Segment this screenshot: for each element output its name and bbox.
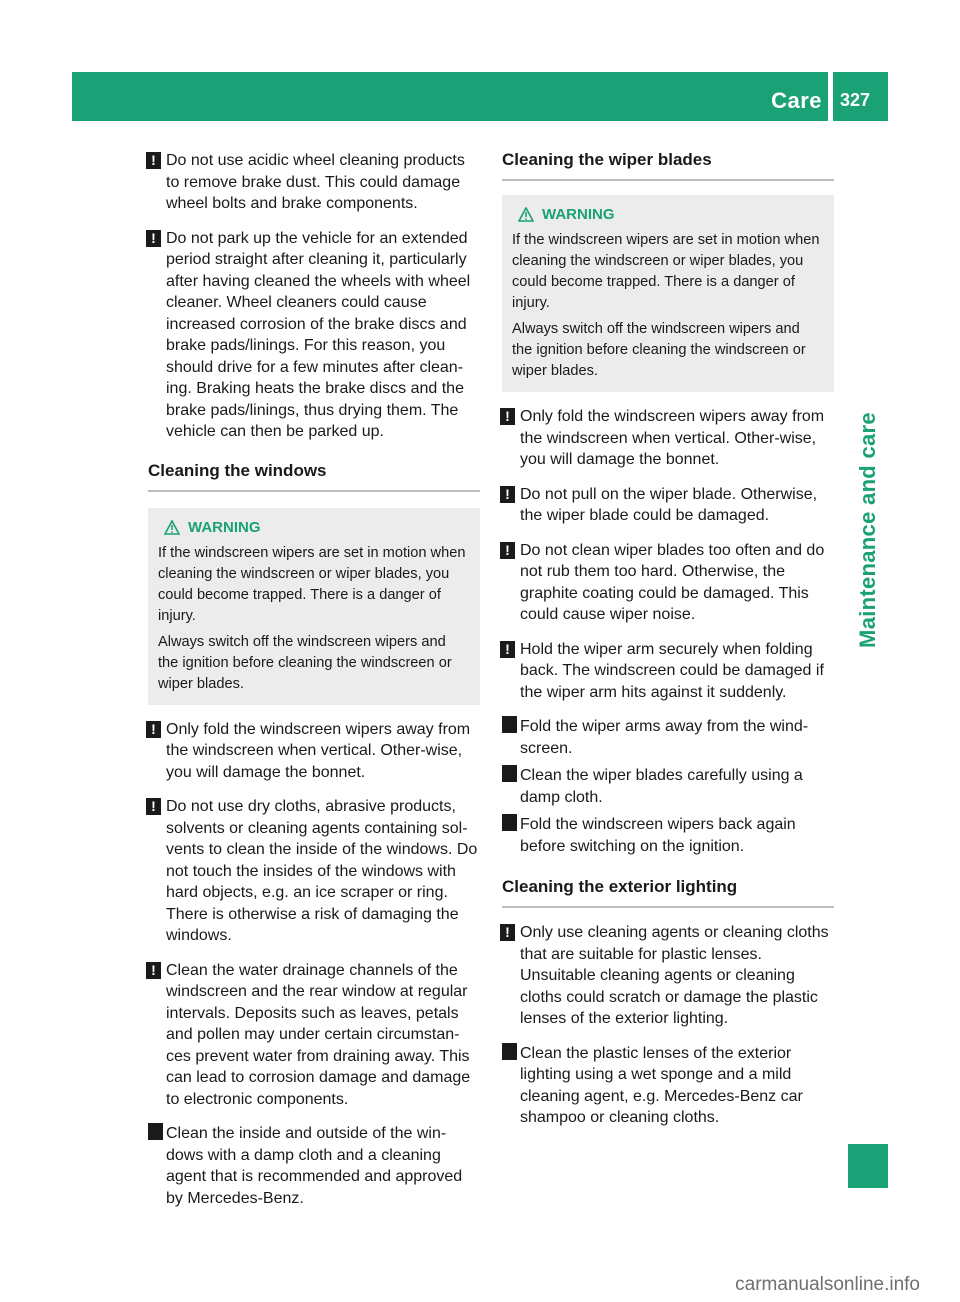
step-text: Clean the plastic lenses of the exterior lighting using a wet sponge and a mild cleaning agent, e.g. Mercedes-Benz car shampoo or cleaning cloths. — [520, 1044, 803, 1126]
note-text: Do not clean wiper blades too often and do not rub them too hard. Otherwise, the graphite coating could be damaged. This could cause wiper noise. — [520, 541, 825, 623]
step — [502, 765, 834, 808]
step-arrow-icon: ✗ — [503, 765, 516, 782]
note-text: Do not use dry cloths, abrasive products, solvents or cleaning agents containing sol-vents to clean the inside of the windows. Do not touch the insides of the windows with hard objects, e.g. an ice scraper or ring. There is otherwise a risk of damaging the windows. — [166, 798, 478, 944]
note — [502, 484, 834, 527]
warning-box — [148, 508, 480, 705]
note-text: Only fold the windscreen wipers away from the windscreen when vertical. Other-wise, you will damage the bonnet. — [520, 408, 825, 468]
step — [502, 716, 834, 759]
note — [148, 960, 480, 1111]
note — [148, 796, 480, 947]
note — [148, 719, 480, 784]
page-number: 327 — [840, 90, 871, 110]
warning-text: If the windscreen wipers are set in motion when cleaning the windscreen or wiper blades, you could become trapped. There is a danger of injury. — [512, 232, 820, 311]
step-text: Fold the windscreen wipers back again before switching on the ignition. — [520, 816, 796, 855]
warning-text: Always switch off the windscreen wipers and the ignition before cleaning the windscreen or wiper blades. — [512, 321, 806, 379]
exclamation-icon: ! — [146, 721, 161, 738]
note — [502, 406, 834, 471]
note-text: Only use cleaning agents or cleaning cloths that are suitable for plastic lenses. Unsuitable cleaning agents or cleaning cloths could scratch or damage the plastic lenses of the exterior lighting. — [520, 924, 829, 1027]
note-text: Do not use acidic wheel cleaning products to remove brake dust. This could damage wheel bolts and brake components. — [166, 152, 465, 212]
note-text: Do not park up the vehicle for an extended period straight after cleaning it, particularly after having cleaned the wheels with wheel cleaner. Wheel cleaners could cause increased corrosion of the brake discs and brake pads/linings. For this reason, you should drive for a few minutes after clean-ing. Braking heats the brake discs and the brake pads/linings, thus drying them. The vehicle can then be parked up. — [166, 229, 471, 440]
exclamation-icon: ! — [500, 408, 515, 425]
warning-text: Always switch off the windscreen wipers and the ignition before cleaning the windscreen or wiper blades. — [158, 633, 452, 692]
note — [148, 150, 480, 215]
warning-label: WARNING — [542, 206, 615, 223]
step-arrow-icon: ✗ — [503, 716, 516, 733]
step-text: Clean the inside and outside of the win-dows with a damp cloth and a cleaning agent that is recommended and approved by Mercedes-Benz. — [166, 1125, 463, 1207]
exclamation-icon: ! — [146, 230, 161, 247]
exclamation-icon: ! — [146, 962, 161, 979]
note — [502, 922, 834, 1030]
header-bar — [72, 72, 888, 121]
exclamation-icon: ! — [146, 152, 161, 169]
warning-title — [158, 517, 470, 538]
step-arrow-icon: ✗ — [503, 1042, 516, 1060]
note-text: Only fold the windscreen wipers away from the windscreen when vertical. Other-wise, you will damage the bonnet. — [166, 720, 471, 781]
step-arrow-icon: ✗ — [503, 814, 516, 831]
section-title: Care — [771, 88, 822, 113]
exclamation-icon: ! — [500, 924, 515, 941]
note-text: Do not pull on the wiper blade. Otherwise, the wiper blade could be damaged. — [520, 485, 818, 524]
warning-triangle-icon — [518, 207, 534, 222]
step-arrow-icon: ✗ — [149, 1123, 162, 1140]
right-column — [502, 150, 834, 1142]
side-marker — [848, 1144, 888, 1188]
exclamation-icon: ! — [500, 486, 515, 503]
warning-text: If the windscreen wipers are set in motion when cleaning the windscreen or wiper blades, you could become trapped. There is a danger of injury. — [158, 544, 466, 624]
step — [148, 1123, 480, 1209]
note-text: Clean the water drainage channels of the windscreen and the rear window at regular intervals. Deposits such as leaves, petals and pollen may under certain circumstan-ces prevent water from draining away. This can lead to corrosion damage and damage to electronic components. — [166, 961, 471, 1108]
section-heading-exterior-lighting: Cleaning the exterior lighting — [502, 877, 834, 908]
note — [502, 540, 834, 626]
step — [502, 814, 834, 857]
watermark: carmanualsonline.info — [735, 1274, 920, 1295]
note — [148, 228, 480, 443]
section-heading-windows: Cleaning the windows — [148, 461, 480, 492]
exclamation-icon: ! — [500, 641, 515, 658]
step-text: Fold the wiper arms away from the wind-screen. — [520, 718, 809, 757]
side-tab-label: Maintenance and care — [855, 412, 880, 648]
exclamation-icon: ! — [500, 542, 515, 559]
step-text: Clean the wiper blades carefully using a damp cloth. — [520, 767, 803, 806]
warning-box — [502, 195, 834, 392]
warning-triangle-icon — [164, 520, 180, 535]
step — [502, 1043, 834, 1129]
header-separator — [828, 72, 833, 121]
warning-title — [512, 204, 824, 225]
exclamation-icon: ! — [146, 798, 161, 815]
left-column — [148, 150, 480, 1222]
note-text: Hold the wiper arm securely when folding back. The windscreen could be damaged if the wiper arm hits against it suddenly. — [520, 640, 824, 701]
note — [502, 639, 834, 704]
section-heading-wiper-blades: Cleaning the wiper blades — [502, 150, 834, 181]
warning-label: WARNING — [188, 518, 261, 536]
